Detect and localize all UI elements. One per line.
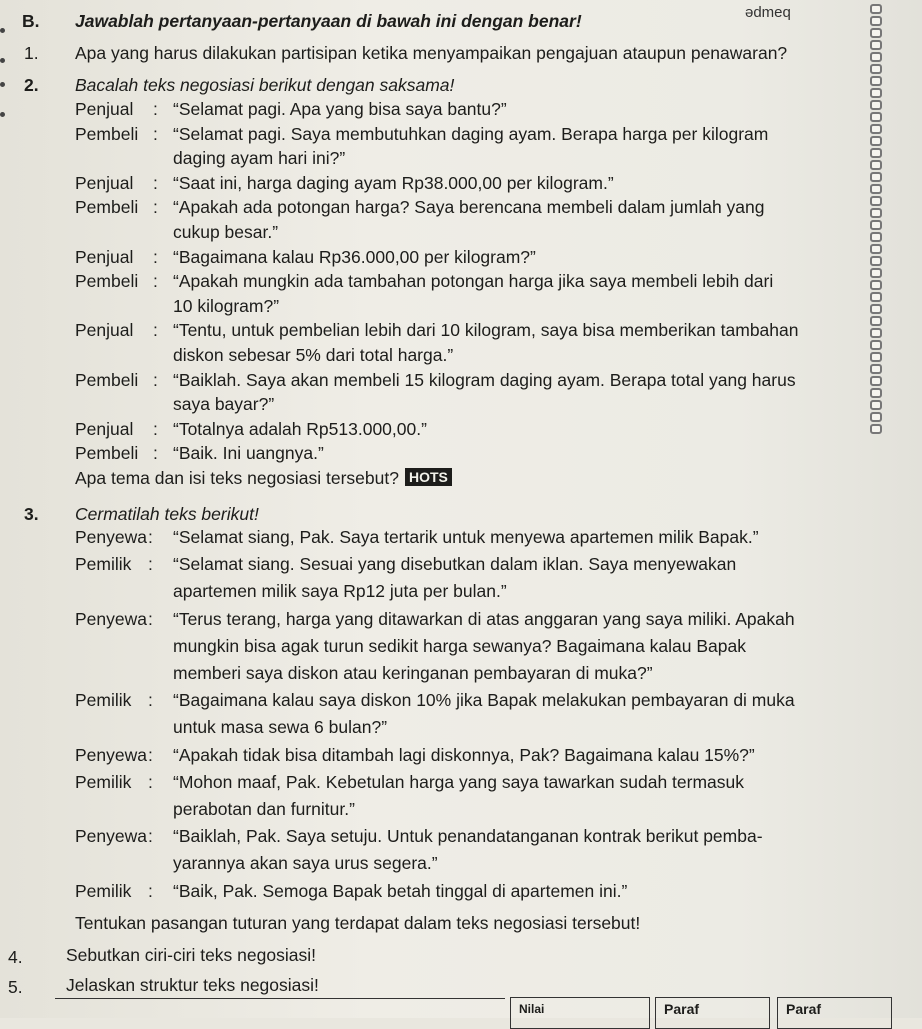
dialog-line-text: “Baik, Pak. Semoga Bapak betah tinggal di apartemen ini.”: [173, 880, 628, 901]
binding-hole: [0, 82, 5, 87]
spiral-ring: [870, 148, 882, 158]
spiral-ring: [870, 316, 882, 326]
binding-hole: [0, 112, 5, 117]
spiral-ring: [870, 280, 882, 290]
dialog-line-text: “Saat ini, harga daging ayam Rp38.000,00 per kilogram.”: [173, 172, 614, 193]
dialog-line-text: apartemen milik saya Rp12 juta per bulan.”: [173, 581, 507, 602]
dialog-line-text: “Baiklah, Pak. Saya setuju. Untuk penandatanganan kontrak berikut pemba-: [173, 826, 763, 847]
dialog-line-text: daging ayam hari ini?”: [173, 148, 346, 169]
dialog-line-text: “Terus terang, harga yang ditawarkan di atas anggaran yang saya miliki. Apakah: [173, 608, 795, 629]
speaker-separator: :: [153, 320, 158, 341]
q3-question: Tentukan pasangan tuturan yang terdapat dalam teks negosiasi tersebut!: [75, 913, 641, 933]
dialog-line-text: “Bagaimana kalau saya diskon 10% jika Bapak melakukan pembayaran di muka: [173, 690, 795, 711]
speaker-separator: :: [148, 744, 153, 765]
dialog-line-text: “Selamat pagi. Saya membutuhkan daging ayam. Berapa harga per kilogram: [173, 123, 769, 144]
q5-text: Jelaskan struktur teks negosiasi!: [66, 975, 319, 995]
spiral-ring: [870, 208, 882, 218]
spiral-binding: [866, 0, 884, 430]
speaker-separator: :: [148, 880, 153, 901]
spiral-ring: [870, 76, 882, 86]
speaker-label: Penyewa: [75, 527, 147, 547]
spiral-ring: [870, 124, 882, 134]
dialog-line-text: “Mohon maaf, Pak. Kebetulan harga yang saya tawarkan sudah termasuk: [173, 771, 745, 792]
footer-line: [55, 998, 505, 999]
spiral-ring: [870, 64, 882, 74]
speaker-separator: :: [148, 608, 153, 629]
q2-question-text: Apa tema dan isi teks negosiasi tersebut?: [75, 468, 399, 488]
q3-number: 3.: [24, 504, 39, 524]
section-label: B.: [22, 11, 40, 31]
dialog-line-text: “Bagaimana kalau Rp36.000,00 per kilogram?”: [173, 246, 536, 267]
q4-text: Sebutkan ciri-ciri teks negosiasi!: [66, 945, 316, 965]
spiral-ring: [870, 268, 882, 278]
speaker-label: Penjual: [75, 99, 134, 119]
spiral-ring: [870, 28, 882, 38]
q1-number: 1.: [24, 43, 39, 63]
dialog-line-text: saya bayar?”: [173, 394, 275, 415]
q2-question: [75, 467, 452, 489]
speaker-separator: :: [153, 197, 158, 218]
dialog-line-text: yarannya akan saya urus segera.”: [173, 853, 438, 874]
paraf-box-2: Paraf: [777, 997, 892, 1029]
spiral-ring: [870, 196, 882, 206]
spiral-ring: [870, 100, 882, 110]
speaker-separator: :: [153, 369, 158, 390]
speaker-separator: :: [148, 771, 153, 792]
spiral-ring: [870, 352, 882, 362]
dialog-line-text: diskon sebesar 5% dari total harga.”: [173, 345, 454, 365]
spiral-ring: [870, 88, 882, 98]
spiral-ring: [870, 232, 882, 242]
spiral-ring: [870, 292, 882, 302]
speaker-label: Pemilik: [75, 554, 132, 575]
spiral-ring: [870, 424, 882, 434]
speaker-label: Penjual: [75, 320, 134, 341]
spiral-ring: [870, 160, 882, 170]
dialog-line-text: “Apakah tidak bisa ditambah lagi diskonnya, Pak? Bagaimana kalau 15%?”: [173, 744, 755, 765]
speaker-separator: :: [153, 246, 158, 267]
spiral-ring: [870, 400, 882, 410]
speaker-label: Pemilik: [75, 690, 132, 711]
speaker-label: Penjual: [75, 246, 134, 267]
speaker-separator: :: [148, 826, 153, 847]
spiral-ring: [870, 52, 882, 62]
spiral-ring: [870, 364, 882, 374]
speaker-separator: :: [153, 271, 158, 292]
dialog-line-text: “Apakah mungkin ada tambahan potongan harga jika saya membeli lebih dari: [173, 271, 774, 292]
speaker-label: Pembeli: [75, 443, 139, 464]
q5-number: 5.: [8, 977, 23, 997]
q2-number: 2.: [24, 75, 39, 95]
paraf-box-1: Paraf: [655, 997, 770, 1029]
dialog-line-text: “Totalnya adalah Rp513.000,00.”: [173, 418, 427, 439]
section-instruction: Jawablah pertanyaan-pertanyaan di bawah ini dengan benar!: [75, 11, 582, 31]
speaker-separator: :: [148, 554, 153, 575]
q3-instruction: Cermatilah teks berikut!: [75, 504, 259, 524]
speaker-label: Penjual: [75, 172, 134, 193]
spiral-ring: [870, 112, 882, 122]
speaker-separator: :: [153, 418, 158, 439]
dialog-line-text: “Baiklah. Saya akan membeli 15 kilogram daging ayam. Berapa total yang harus: [173, 369, 796, 390]
speaker-label: Penyewa: [75, 826, 147, 847]
speaker-label: Pembeli: [75, 271, 139, 292]
spiral-ring: [870, 304, 882, 314]
speaker-separator: :: [153, 123, 158, 144]
speaker-separator: :: [153, 443, 158, 464]
spiral-ring: [870, 16, 882, 26]
speaker-label: Pembeli: [75, 197, 139, 218]
spiral-ring: [870, 376, 882, 386]
dialog-line-text: mungkin bisa agak turun sedikit harga sewanya? Bagaimana kalau Bapak: [173, 635, 746, 656]
hots-badge: HOTS: [405, 468, 452, 486]
spiral-ring: [870, 244, 882, 254]
dialog-line-text: “Selamat siang. Sesuai yang disebutkan dalam iklan. Saya menyewakan: [173, 554, 737, 575]
speaker-label: Pembeli: [75, 123, 139, 144]
spiral-ring: [870, 172, 882, 182]
speaker-label: Pemilik: [75, 880, 132, 901]
speaker-separator: :: [148, 527, 153, 547]
spiral-ring: [870, 4, 882, 14]
q2-instruction: Bacalah teks negosiasi berikut dengan saksama!: [75, 75, 455, 95]
spiral-ring: [870, 388, 882, 398]
dialog-line-text: memberi saya diskon atau keringanan pembayaran di muka?”: [173, 663, 653, 683]
speaker-label: Penjual: [75, 418, 134, 439]
speaker-separator: :: [153, 99, 158, 119]
dialog-line-text: untuk masa sewa 6 bulan?”: [173, 717, 388, 738]
q1-text: Apa yang harus dilakukan partisipan ketika menyampaikan pengajuan ataupun penawaran?: [75, 43, 788, 63]
speaker-label: Pemilik: [75, 771, 132, 792]
spiral-ring: [870, 220, 882, 230]
speaker-separator: :: [153, 172, 158, 193]
corner-mark: ədmeq: [745, 4, 791, 21]
binding-hole: [0, 58, 5, 63]
nilai-box: Nilai: [510, 997, 650, 1029]
dialog-line-text: “Baik. Ini uangnya.”: [173, 443, 324, 464]
dialog-line-text: “Selamat pagi. Apa yang bisa saya bantu?”: [173, 99, 507, 119]
dialog-line-text: cukup besar.”: [173, 222, 279, 242]
spiral-ring: [870, 328, 882, 338]
spiral-ring: [870, 184, 882, 194]
binding-hole: [0, 28, 5, 33]
q4-number: 4.: [8, 947, 23, 967]
spiral-ring: [870, 412, 882, 422]
spiral-ring: [870, 256, 882, 266]
dialog-line-text: 10 kilogram?”: [173, 295, 280, 316]
dialog-line-text: “Apakah ada potongan harga? Saya berencana membeli dalam jumlah yang: [173, 197, 765, 218]
speaker-label: Pembeli: [75, 369, 139, 390]
spiral-ring: [870, 40, 882, 50]
speaker-separator: :: [148, 690, 153, 711]
dialog-line-text: perabotan dan furnitur.”: [173, 799, 355, 819]
dialog-line-text: “Tentu, untuk pembelian lebih dari 10 kilogram, saya bisa memberikan tambahan: [173, 320, 799, 341]
dialog-line-text: “Selamat siang, Pak. Saya tertarik untuk menyewa apartemen milik Bapak.”: [173, 527, 759, 547]
spiral-ring: [870, 340, 882, 350]
spiral-ring: [870, 136, 882, 146]
speaker-label: Penyewa: [75, 744, 147, 765]
speaker-label: Penyewa: [75, 608, 147, 629]
